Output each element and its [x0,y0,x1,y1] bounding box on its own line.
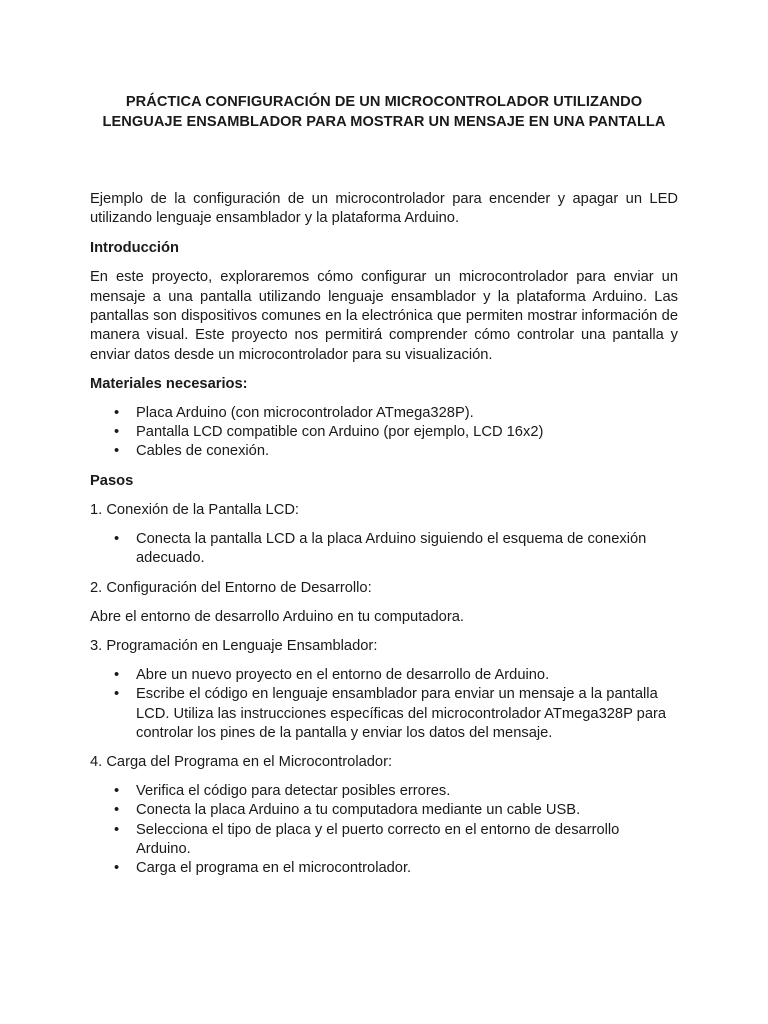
list-item: • Placa Arduino (con microcontrolador ATmega328P). [136,404,678,423]
list-item: • Carga el programa en el microcontrolador. [136,859,678,878]
step-3-title: 3. Programación en Lenguaje Ensamblador: [90,638,378,655]
list-item-text: Conecta la pantalla LCD a la placa Arduino siguiendo el esquema de conexión adecuado. [136,530,647,567]
list-item: • Cables de conexión. [136,442,678,461]
list-item: • Pantalla LCD compatible con Arduino (por ejemplo, LCD 16x2) [136,423,678,442]
pasos-heading: Pasos [90,472,134,489]
list-item [136,530,678,569]
step-2-text: Abre el entorno de desarrollo Arduino en tu computadora. [90,608,464,625]
list-item: • Conecta la placa Arduino a tu computadora mediante un cable USB. [136,801,678,820]
introduccion-paragraph: En este proyecto, exploraremos cómo configurar un microcontrolador para enviar un mensaje a una pantalla utilizando lenguaje ensamblador y la plataforma Arduino. Las pantallas son dispositivos comunes en la electrónica que permiten mostrar información de manera visual. Este proyecto nos permitirá comprender cómo controlar una pantalla y enviar datos desde un microcontrolador para su visualización. [90,269,678,363]
materiales-heading: Materiales necesarios: [90,376,248,393]
document-page [90,92,678,879]
step-1-title: 1. Conexión de la Pantalla LCD: [90,502,300,519]
introduccion-heading: Introducción [90,239,179,256]
step-3-list [90,666,678,744]
step-2-title: 2. Configuración del Entorno de Desarrollo: [90,579,372,596]
step-1-list [90,530,678,569]
list-item: • Verifica el código para detectar posibles errores. [136,782,678,801]
list-item: • Abre un nuevo proyecto en el entorno de desarrollo de Arduino. [136,666,678,685]
document-title-line-1: PRÁCTICA CONFIGURACIÓN DE UN MICROCONTROLADOR UTILIZANDO [125,94,643,110]
step-4-title: 4. Carga del Programa en el Microcontrolador: [90,754,393,771]
intro-paragraph: Ejemplo de la configuración de un microcontrolador para encender y apagar un LED utilizando lenguaje ensamblador y la plataforma Arduino. [90,191,678,227]
list-item: • Selecciona el tipo de placa y el puerto correcto en el entorno de desarrollo Arduino. [136,821,678,860]
materiales-list [90,404,678,462]
step-4-list [90,782,678,879]
list-item: • Escribe el código en lenguaje ensamblador para enviar un mensaje a la pantalla LCD. Utiliza las instrucciones específicas del microcontrolador ATmega328P para controlar los pines de la pantalla y enviar los datos del mensaje. [136,685,678,743]
document-title [90,92,678,132]
document-title-line-2: LENGUAJE ENSAMBLADOR PARA MOSTRAR UN MENSAJE EN UNA PANTALLA [102,114,666,130]
